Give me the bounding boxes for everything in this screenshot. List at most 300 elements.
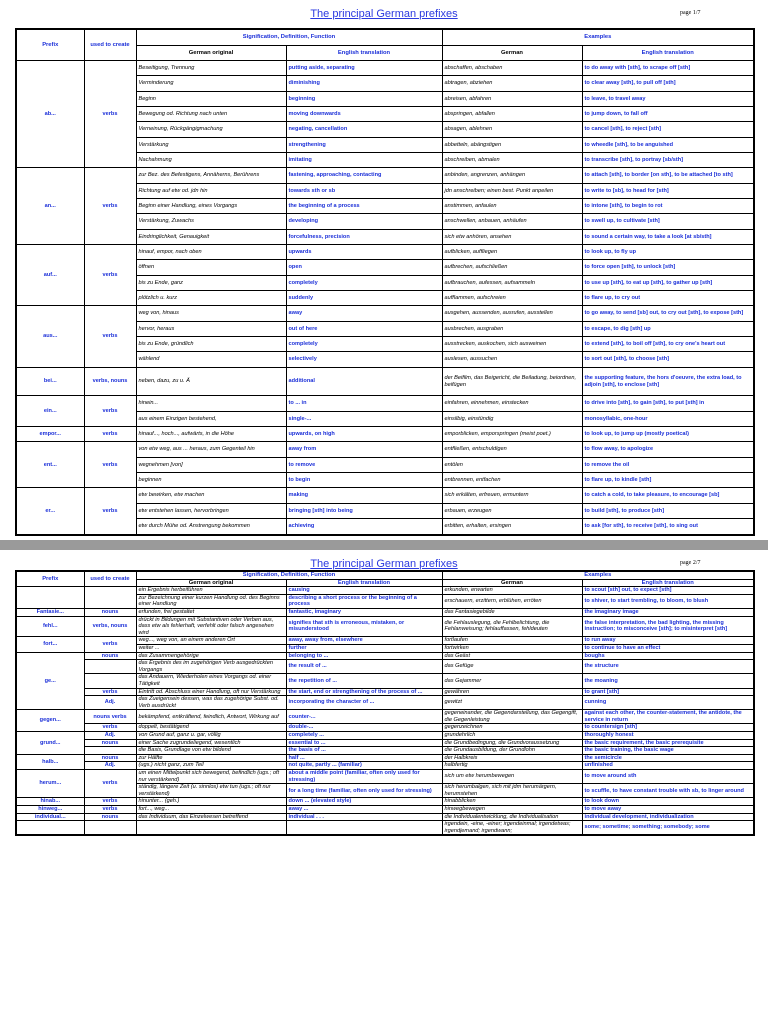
prefix-cell: an... [16,168,84,245]
prefix-cell: ein... [16,396,84,427]
table-row [16,637,754,645]
signification-german-cell [136,821,286,836]
example-english-cell: to move around sth [582,770,754,784]
example-german-cell: ausbrechen, ausgraben [442,321,582,336]
used-for-cell: Adj. [84,732,136,740]
used-for-cell [84,660,136,674]
example-german-cell: entfließen, entschuldigen [442,442,582,457]
signification-english-cell: the basis of ... [286,747,442,755]
used-for-cell: nouns [84,739,136,747]
used-for-cell: verbs, nouns [84,367,136,396]
example-english-cell: to intone [sth], to begin to rot [582,199,754,214]
example-english-cell: against each other, the counter-statement, the antidote, the service in return [582,710,754,724]
signification-german-cell: Beginn einer Handlung, eines Vorgangs [136,199,286,214]
signification-german-cell: neben, dazu, zu u. Ä [136,367,286,396]
signification-german-cell: bis zu Ende, gründlich [136,337,286,352]
prefix-cell: halb... [16,754,84,769]
table-row [16,674,754,688]
signification-german-cell: wählend [136,352,286,367]
signification-german-cell: Eindringlichkeit, Genauigkeit [136,229,286,244]
signification-german-cell: zur Bez. des Befestigens, Annäherns, Berührens [136,168,286,183]
table-row [16,762,754,770]
example-english-cell: to force open [sth], to unlock [sth] [582,260,754,275]
column-header-signification: Signification, Definition, Function [136,571,442,579]
example-german-cell: grundehrlich [442,732,582,740]
example-german-cell: aufblicken, auffliegen [442,245,582,260]
signification-english-cell: half ... [286,754,442,762]
table-row [16,660,754,674]
signification-german-cell: hinein... [136,396,286,411]
example-english-cell: to wheedle [sth], to be anguished [582,137,754,152]
table-row [16,798,754,806]
prefix-cell: ent... [16,442,84,488]
prefix-cell [16,821,84,836]
prefix-cell: ge... [16,652,84,710]
used-for-cell: verbs [84,688,136,696]
example-english-cell: the supporting feature, the hors d'oeuvre, the extra load, to adjoin [sth], to enclose [sth] [582,367,754,396]
example-english-cell: to jump down, to fall off [582,107,754,122]
example-german-cell: das Gejammer [442,674,582,688]
used-for-cell: verbs [84,61,136,168]
signification-english-cell: additional [286,367,442,396]
table-row [16,821,754,836]
signification-german-cell: Beseitigung, Trennung [136,61,286,76]
signification-german-cell: erfunden, frei gestaltet [136,608,286,616]
column-header-prefix: Prefix [16,29,84,61]
column-header-used: used to create [84,29,136,61]
signification-english-cell: away, away from, elsewhere [286,637,442,645]
table-row [16,732,754,740]
signification-english-cell: towards sth or sb [286,183,442,198]
example-english-cell: unfinished [582,762,754,770]
prefix-cell: ab... [16,61,84,168]
signification-english-cell: diminishing [286,76,442,91]
example-english-cell: to transcribe [sth], to portray [sb/sth] [582,153,754,168]
example-english-cell: some; sometime; something; somebody; some [582,821,754,836]
signification-english-cell: upwards, on high [286,427,442,442]
table-row [16,587,754,595]
example-german-cell: abreisen, abfahren [442,91,582,106]
example-german-cell: erkunden, erwarten [442,587,582,595]
signification-german-cell: hinauf..., hoch..., aufwärts, in die Höhe [136,427,286,442]
example-german-cell: fortlaufen [442,637,582,645]
signification-english-cell: the start, end or strengthening of the process of ... [286,688,442,696]
example-german-cell: aufbrauchen, aufessen, aufsammeln [442,275,582,290]
signification-english-cell: essential to ... [286,739,442,747]
signification-english-cell: imitating [286,153,442,168]
prefix-cell: gegen... [16,710,84,732]
signification-english-cell: to remove [286,457,442,472]
example-english-cell: the basic training, the basic wage [582,747,754,755]
example-english-cell: thoroughly honest [582,732,754,740]
example-german-cell: entölen [442,457,582,472]
signification-english-cell: double-... [286,724,442,732]
example-german-cell: sich erkälten, erfreuen, ermuntern [442,488,582,503]
prefix-cell: hinab... [16,798,84,806]
table-row [16,806,754,814]
example-german-cell: gewitzt [442,696,582,710]
example-german-cell: gegenzeichnen [442,724,582,732]
signification-german-cell: öffnen [136,260,286,275]
signification-german-cell: aus einem Einzigen bestehend, [136,411,286,426]
example-german-cell: hinabblicken [442,798,582,806]
signification-english-cell: selectively [286,352,442,367]
prefix-cell: grund... [16,732,84,755]
signification-english-cell: belonging to ... [286,652,442,660]
example-german-cell: sich herumbalgen, sich mit jdm herumärgern, herumstehen [442,784,582,798]
used-for-cell: nouns verbs [84,710,136,724]
page-title: The principal German prefixes [310,558,458,570]
example-german-cell: abtragen, abziehen [442,76,582,91]
signification-german-cell: das Ergebnis des im zugehörigen Verb ausgedrückten Vorgangs [136,660,286,674]
used-for-cell [84,747,136,755]
used-for-cell: verbs [84,396,136,427]
page-number: page 1/7 [680,10,701,16]
signification-english-cell: incorporating the character of ... [286,696,442,710]
example-german-cell: der Halbkreis [442,754,582,762]
signification-german-cell: Verstärkung, Zuwachs [136,214,286,229]
used-for-cell: verbs [84,488,136,535]
example-german-cell: der Beifilm, das Beigericht, die Beiladung, beiordnen, beifügen [442,367,582,396]
table-row [16,396,754,411]
example-german-cell: emporblicken, emporspringen (meist poet.) [442,427,582,442]
signification-german-cell: Verminderung [136,76,286,91]
example-german-cell: anschwellen, anbauen, anhäufen [442,214,582,229]
used-for-cell: verbs [84,442,136,488]
example-german-cell: die Grundausbildung, der Grundlohn [442,747,582,755]
used-for-cell: verbs, nouns [84,616,136,637]
signification-german-cell: von Grund auf, ganz u. gar, völlig [136,732,286,740]
used-for-cell: verbs [84,770,136,798]
example-english-cell: to extend [sth], to boil off [sth], to cry one's heart out [582,337,754,352]
example-english-cell: to countersign [sth] [582,724,754,732]
table-row [16,442,754,457]
signification-english-cell: negating, cancellation [286,122,442,137]
signification-english-cell: about a middle point (familiar, often only used for stressing) [286,770,442,784]
example-english-cell: to continue to have an effect [582,644,754,652]
used-for-cell [84,821,136,836]
signification-english-cell: completely ... [286,732,442,740]
signification-english-cell: fantastic, imaginary [286,608,442,616]
table-row [16,770,754,784]
example-english-cell: the moaning [582,674,754,688]
used-for-cell: verbs [84,637,136,652]
page-separator [0,540,768,550]
signification-english-cell: counter-... [286,710,442,724]
signification-english-cell: causing [286,587,442,595]
signification-german-cell: das Individuum, das Einzelwesen betreffend [136,813,286,821]
signification-german-cell: Verstärkung [136,137,286,152]
column-header-sig-en: English translation [286,45,442,60]
signification-german-cell: ein Ergebnis herbeiführen [136,587,286,595]
signification-german-cell: zur Bezeichnung einer kurzen Handlung od. des Beginns einer Handlung [136,594,286,608]
prefix-table [15,570,755,836]
column-header-examples: Examples [442,571,754,579]
prefix-cell: herum... [16,770,84,798]
signification-english-cell: the result of ... [286,660,442,674]
example-german-cell: absagen, ablehnen [442,122,582,137]
signification-english-cell: single-... [286,411,442,426]
signification-english-cell: putting aside, separating [286,61,442,76]
used-for-cell: verbs [84,427,136,442]
used-for-cell: nouns [84,813,136,821]
page-2 [0,550,768,1024]
signification-german-cell: (ugs.) nicht ganz, zum Teil [136,762,286,770]
column-header-used: used to create [84,571,136,587]
signification-german-cell: weiter ... [136,644,286,652]
prefix-cell: bei... [16,367,84,396]
example-english-cell: to shiver, to start trembling, to bloom, to blush [582,594,754,608]
column-header-sig-de: German original [136,579,286,587]
used-for-cell: nouns [84,652,136,660]
header-row [16,571,754,579]
example-german-cell: die Individualentwicklung, die Individualisation [442,813,582,821]
signification-english-cell: open [286,260,442,275]
used-for-cell: verbs [84,724,136,732]
header-row [16,29,754,45]
signification-german-cell: fort..., weg... [136,806,286,814]
signification-german-cell: das Zusammengehörige [136,652,286,660]
example-german-cell: die Grundbedingung, die Grundvoraussetzung [442,739,582,747]
example-english-cell: to look down [582,798,754,806]
signification-german-cell: doppelt, bestätigend [136,724,286,732]
example-english-cell: cunning [582,696,754,710]
signification-german-cell: Verneinung, Rückgängigmachung [136,122,286,137]
example-english-cell: individual development, individualization [582,813,754,821]
used-for-cell: nouns [84,608,136,616]
example-english-cell: to grant [sth] [582,688,754,696]
signification-english-cell: strengthening [286,137,442,152]
example-german-cell: entbrennen, entfachen [442,473,582,488]
signification-english-cell: forcefulness, precision [286,229,442,244]
table-row [16,367,754,396]
example-german-cell: anbinden, angrenzen, anhängen [442,168,582,183]
example-english-cell: to look up, to fly up [582,245,754,260]
example-german-cell: sich um etw herumbewegen [442,770,582,784]
signification-german-cell: bekämpfend, entkräftend, feindlich, Antwort, Wirkung auf [136,710,286,724]
signification-english-cell: beginning [286,91,442,106]
example-english-cell: the imaginary image [582,608,754,616]
example-english-cell: to escape, to dig [sth] up [582,321,754,336]
signification-english-cell: for a long time (familiar, often only used for stressing) [286,784,442,798]
used-for-cell: Adj. [84,696,136,710]
example-german-cell: einsilbig, einstündig [442,411,582,426]
signification-english-cell: bringing [sth] into being [286,503,442,518]
prefix-cell: er... [16,488,84,535]
example-english-cell: to sort out [sth], to choose [sth] [582,352,754,367]
example-english-cell: to go away, to send [sb] out, to cry out [sth], to expose [sth] [582,306,754,321]
signification-english-cell: the beginning of a process [286,199,442,214]
signification-german-cell: von etw weg, aus ... heraus, zum Gegenteil hin [136,442,286,457]
signification-german-cell: Beginn [136,91,286,106]
example-english-cell: to scout [sth] out, to expect [sth] [582,587,754,595]
table-row [16,488,754,503]
example-german-cell: jdn anschreiben; einen best. Punkt anpeilen [442,183,582,198]
prefix-cell: fehl... [16,616,84,637]
example-english-cell: to flow away, to apologize [582,442,754,457]
signification-english-cell: out of here [286,321,442,336]
example-german-cell: abschreiben, abmalen [442,153,582,168]
signification-english-cell: not quite, partly ... (familiar) [286,762,442,770]
example-english-cell: to clear away [sth], to pull off [sth] [582,76,754,91]
example-english-cell: to build [sth], to produce [sth] [582,503,754,518]
table-row [16,724,754,732]
signification-german-cell: ständig, längere Zeit (u. sinnlos) etw tun (ugs.; oft nur verstärkend) [136,784,286,798]
signification-german-cell: drückt in Bildungen mit Substantiven oder Verben aus, dass etw als fehlerhaft, verfehlt oder falsch angesehen wird [136,616,286,637]
signification-english-cell: developing [286,214,442,229]
example-german-cell: halbfertig [442,762,582,770]
page-number: page 2/7 [680,560,701,566]
signification-english-cell: upwards [286,245,442,260]
signification-english-cell: making [286,488,442,503]
signification-english-cell: completely [286,337,442,352]
signification-english-cell: away [286,306,442,321]
table-row [16,696,754,710]
signification-german-cell: weg..., weg von, an einem anderen Ort [136,637,286,645]
example-german-cell: abschaffen, abschaben [442,61,582,76]
example-english-cell: to remove the oil [582,457,754,472]
prefix-cell: fort... [16,637,84,652]
signification-german-cell: Bewegung od. Richtung nach unten [136,107,286,122]
table-row [16,688,754,696]
prefix-cell: empor... [16,427,84,442]
prefix-cell: individual... [16,813,84,821]
example-german-cell: auslesen, aussuchen [442,352,582,367]
signification-german-cell: Nachahmung [136,153,286,168]
example-german-cell: abspringen, abfallen [442,107,582,122]
example-english-cell: the semicircle [582,754,754,762]
page-title: The principal German prefixes [310,8,458,20]
signification-german-cell: das Andauern, Wiederholen eines Vorgangs od. einer Tätigkeit [136,674,286,688]
example-german-cell: die Fehlauslegung, die Fehlbelichtung, die Fehlanweisung; fehlauffassen, fehldeuten [442,616,582,637]
example-english-cell: to flare up, to cry out [582,291,754,306]
example-english-cell: to look up, to jump up (mostly poetical) [582,427,754,442]
table-row [16,61,754,76]
column-header-ex-en: English translation [582,579,754,587]
signification-english-cell: achieving [286,518,442,535]
column-header-signification: Signification, Definition, Function [136,29,442,45]
example-german-cell: das Geäst [442,652,582,660]
table-row [16,739,754,747]
used-for-cell: nouns [84,754,136,762]
signification-german-cell: beginnen [136,473,286,488]
example-english-cell: to do away with [sth], to scrape off [sth] [582,61,754,76]
example-english-cell: boughs [582,652,754,660]
example-german-cell: erbitten, erhalten, ersingen [442,518,582,535]
example-german-cell: sich etw anhören, ansehen [442,229,582,244]
signification-german-cell: das Zueigensein dessen, was das zugehörige Subst. od. Verb ausdrückt [136,696,286,710]
signification-english-cell: individual . . . [286,813,442,821]
signification-english-cell: down ... (elevated style) [286,798,442,806]
used-for-cell [84,674,136,688]
example-german-cell: ausstrecken, auskochen, sich ausweinen [442,337,582,352]
example-english-cell: to move away [582,806,754,814]
signification-english-cell: completely [286,275,442,290]
signification-german-cell: hinunter... (geh.) [136,798,286,806]
table-row [16,754,754,762]
example-german-cell: das Gefüge [442,660,582,674]
example-english-cell: to run away [582,637,754,645]
example-german-cell: hinwegbewegen [442,806,582,814]
signification-english-cell: to begin [286,473,442,488]
signification-german-cell: hinauf, empor, nach oben [136,245,286,260]
used-for-cell [84,587,136,609]
prefix-cell: hinweg... [16,806,84,814]
signification-german-cell: wegnehmen [von] [136,457,286,472]
prefix-cell: Fantasie... [16,608,84,616]
table-row [16,608,754,616]
prefix-cell [16,587,84,609]
prefix-cell: auf... [16,245,84,306]
used-for-cell: verbs [84,806,136,814]
prefix-table [15,28,755,536]
example-english-cell: to cancel [sth], to reject [sth] [582,122,754,137]
column-header-ex-de: German [442,579,582,587]
signification-english-cell: the repetition of ... [286,674,442,688]
example-english-cell: to swell up, to cultivate [sth] [582,214,754,229]
used-for-cell: verbs [84,168,136,245]
column-header-ex-en: English translation [582,45,754,60]
signification-german-cell: bis zu Ende, ganz [136,275,286,290]
table-row [16,652,754,660]
signification-german-cell: hervor, heraus [136,321,286,336]
example-english-cell: to write to [sb], to head for [sth] [582,183,754,198]
example-german-cell: anstimmen, anfaulen [442,199,582,214]
example-english-cell: to ask [for sth], to receive [sth], to sing out [582,518,754,535]
example-english-cell: to catch a cold, to take pleasure, to encourage [sb] [582,488,754,503]
table-row [16,427,754,442]
signification-german-cell: etw durch Mühe od. Anstrengung bekommen [136,518,286,535]
example-german-cell: erschauern, erzittern, erblühen, erröten [442,594,582,608]
column-header-examples: Examples [442,29,754,45]
example-english-cell: the false interpretation, the bad lighting, the missing instruction; to misconceive [sth]; to misinterpret [sth] [582,616,754,637]
signification-english-cell: away from [286,442,442,457]
column-header-prefix: Prefix [16,571,84,587]
signification-english-cell: describing a short process or the beginning of a process [286,594,442,608]
table-row [16,616,754,637]
example-german-cell: aufbrechen, aufschließen [442,260,582,275]
table-row [16,747,754,755]
signification-english-cell [286,821,442,836]
example-german-cell: abbetteln, abängstigen [442,137,582,152]
signification-english-cell: moving downwards [286,107,442,122]
example-english-cell: to drive into [sth], to gain [sth], to put [sth] in [582,396,754,411]
signification-german-cell: plötzlich u. kurz [136,291,286,306]
example-german-cell: einfahren, einnehmen, einstecken [442,396,582,411]
example-german-cell: aufflammen, aufschreien [442,291,582,306]
example-english-cell: the basic requirement, the basic prerequisite [582,739,754,747]
example-english-cell: to attach [sth], to border [on sth], to be attached [to sth] [582,168,754,183]
used-for-cell: verbs [84,306,136,367]
signification-german-cell: die Basis, Grundlage von etw bildend [136,747,286,755]
column-header-sig-en: English translation [286,579,442,587]
table-row [16,245,754,260]
example-english-cell: to use up [sth], to eat up [sth], to gather up [sth] [582,275,754,290]
signification-german-cell: Eintritt od. Abschluss einer Handlung, oft nur Verstärkung [136,688,286,696]
example-english-cell: to leave, to travel away [582,91,754,106]
signification-german-cell: einer Sache zugrundeliegend, wesentlich [136,739,286,747]
example-english-cell: to flare up, to kindle [sth] [582,473,754,488]
signification-german-cell: etw entstehen lassen, hervorbringen [136,503,286,518]
signification-german-cell: weg von, hinaus [136,306,286,321]
table-row [16,813,754,821]
example-german-cell: erbauen, erzeugen [442,503,582,518]
column-header-sig-de: German original [136,45,286,60]
column-header-ex-de: German [442,45,582,60]
example-english-cell: monosyllabic, one-hour [582,411,754,426]
example-german-cell: das Fantasiegebilde [442,608,582,616]
example-english-cell: to sound a certain way, to take a look [at sb/sth] [582,229,754,244]
